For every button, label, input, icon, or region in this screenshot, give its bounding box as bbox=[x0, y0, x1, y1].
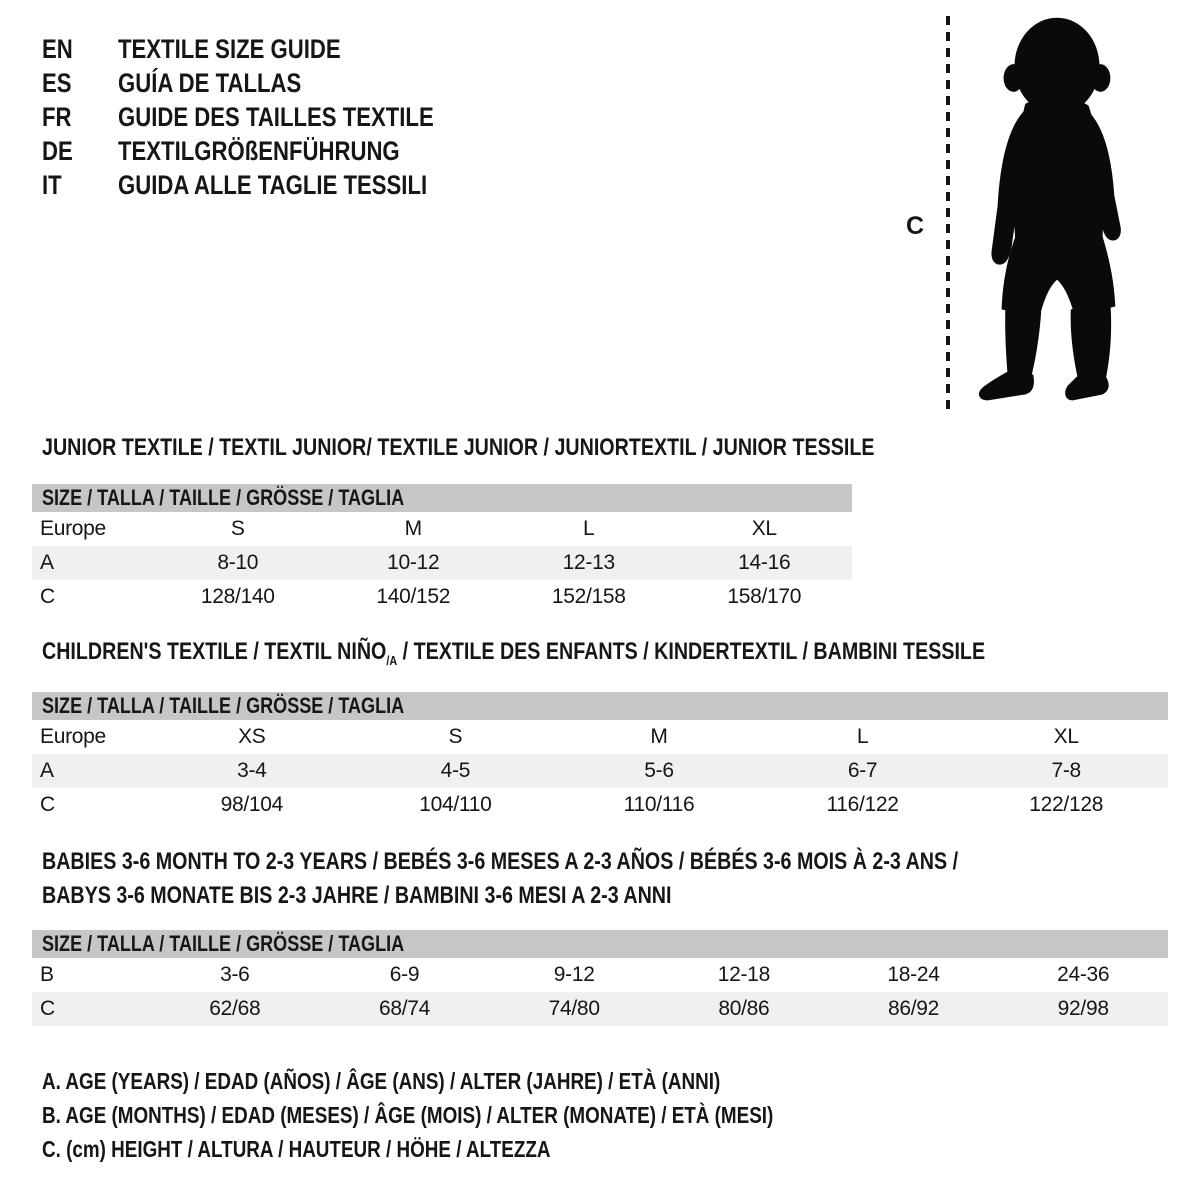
height-measure-label: C bbox=[906, 212, 925, 240]
guide-title-fr: GUIDE DES TAILLES TEXTILE bbox=[118, 101, 434, 132]
size-value: 5-6 bbox=[644, 759, 674, 782]
size-value: 6-7 bbox=[847, 759, 878, 782]
table-row bbox=[32, 546, 852, 580]
language-row-it bbox=[42, 168, 503, 202]
size-value: S bbox=[448, 725, 463, 748]
language-code: FR bbox=[42, 101, 72, 132]
size-value: 62/68 bbox=[209, 997, 261, 1020]
size-value: 152/158 bbox=[551, 585, 626, 608]
size-header-bar bbox=[32, 484, 852, 512]
size-value: 24-36 bbox=[1057, 963, 1110, 986]
legend-line-b bbox=[42, 1098, 934, 1132]
babies-size-table bbox=[32, 930, 1168, 1026]
row-label: C bbox=[40, 793, 55, 816]
size-value: 12-18 bbox=[717, 963, 770, 986]
size-value: 104/110 bbox=[419, 793, 492, 816]
legend-line-c bbox=[42, 1132, 934, 1166]
size-value: XS bbox=[238, 725, 266, 748]
measurement-legend bbox=[42, 1064, 934, 1166]
row-label: B bbox=[40, 963, 54, 986]
size-value: 122/128 bbox=[1029, 793, 1104, 816]
row-label: Europe bbox=[40, 725, 106, 748]
language-code: IT bbox=[42, 169, 62, 200]
size-value: 3-4 bbox=[237, 759, 267, 782]
legend-text: B. AGE (MONTHS) / EDAD (MESES) / ÂGE (MOIS) / ALTER (MONATE) / ETÀ (MESI) bbox=[42, 1102, 774, 1128]
size-value: L bbox=[583, 517, 595, 540]
legend-text: C. (cm) HEIGHT / ALTURA / HAUTEUR / HÖHE / ALTEZZA bbox=[42, 1136, 551, 1162]
size-value: S bbox=[230, 517, 245, 540]
junior-table-body bbox=[32, 512, 852, 614]
heading-suffix: / TEXTILE DES ENFANTS / KINDERTEXTIL / BAMBINI TESSILE bbox=[397, 638, 986, 665]
size-value: 74/80 bbox=[548, 997, 600, 1020]
language-row-fr bbox=[42, 100, 503, 134]
table-row bbox=[32, 580, 852, 614]
row-label: C bbox=[40, 585, 55, 608]
size-value: 128/140 bbox=[200, 585, 275, 608]
size-header-bar bbox=[32, 692, 1168, 720]
language-code: DE bbox=[42, 135, 73, 166]
size-value: L bbox=[856, 725, 869, 748]
height-measure-line bbox=[946, 16, 950, 416]
guide-title-es: GUÍA DE TALLAS bbox=[118, 67, 302, 98]
section-heading-children bbox=[42, 638, 1192, 668]
size-value: 116/122 bbox=[826, 793, 899, 816]
section-heading-babies-line2 bbox=[42, 882, 810, 910]
size-value: M bbox=[650, 725, 668, 748]
size-value: 10-12 bbox=[387, 551, 440, 574]
language-row-en bbox=[42, 32, 503, 66]
row-label: C bbox=[40, 997, 55, 1020]
size-value: M bbox=[404, 517, 422, 540]
size-value: 14-16 bbox=[738, 551, 791, 574]
size-value: 68/74 bbox=[378, 997, 431, 1020]
size-value: 110/116 bbox=[623, 793, 695, 816]
language-row-de bbox=[42, 134, 503, 168]
table-row bbox=[32, 788, 1168, 822]
table-row bbox=[32, 720, 1168, 754]
size-value: 3-6 bbox=[220, 963, 250, 986]
size-value: 6-9 bbox=[389, 963, 420, 986]
children-table-body bbox=[32, 720, 1168, 822]
size-value: 98/104 bbox=[220, 793, 284, 816]
size-value: 9-12 bbox=[553, 963, 595, 986]
size-value: 92/98 bbox=[1057, 997, 1109, 1020]
legend-line-a bbox=[42, 1064, 934, 1098]
row-label: A bbox=[40, 551, 54, 574]
language-row-es bbox=[42, 66, 503, 100]
guide-title-it: GUIDA ALLE TAGLIE TESSILI bbox=[118, 169, 428, 200]
size-value: 8-10 bbox=[217, 551, 259, 574]
size-header-text: SIZE / TALLA / TAILLE / GRÖSSE / TAGLIA bbox=[42, 485, 405, 510]
size-value: 12-13 bbox=[562, 551, 615, 574]
size-value: 80/86 bbox=[718, 997, 770, 1020]
size-value: 158/170 bbox=[727, 585, 802, 608]
language-code: EN bbox=[42, 33, 73, 64]
section-heading-text bbox=[42, 638, 985, 668]
size-header-text: SIZE / TALLA / TAILLE / GRÖSSE / TAGLIA bbox=[42, 931, 405, 956]
language-title-list bbox=[42, 32, 503, 202]
size-value: 86/92 bbox=[887, 997, 940, 1020]
section-heading-text: BABYS 3-6 MONATE BIS 2-3 JAHRE / BAMBINI 3-6 MESI A 2-3 ANNI bbox=[42, 882, 672, 909]
section-heading-junior bbox=[42, 434, 1057, 462]
table-row bbox=[32, 992, 1168, 1026]
size-value: XL bbox=[1053, 725, 1079, 748]
baby-silhouette-icon bbox=[966, 12, 1144, 414]
section-heading-text: JUNIOR TEXTILE / TEXTIL JUNIOR/ TEXTILE JUNIOR / JUNIORTEXTIL / JUNIOR TESSILE bbox=[42, 434, 875, 461]
legend-text: A. AGE (YEARS) / EDAD (AÑOS) / ÂGE (ANS) / ALTER (JAHRE) / ETÀ (ANNI) bbox=[42, 1068, 721, 1094]
junior-size-table bbox=[32, 484, 852, 614]
section-heading-text: BABIES 3-6 MONTH TO 2-3 YEARS / BEBÉS 3-6 MESES A 2-3 AÑOS / BÉBÉS 3-6 MOIS À 2-3 ANS / bbox=[42, 848, 959, 875]
size-value: 18-24 bbox=[887, 963, 940, 986]
guide-title-de: TEXTILGRÖßENFÜHRUNG bbox=[118, 135, 400, 166]
size-value: 140/152 bbox=[376, 585, 451, 608]
row-label: A bbox=[40, 759, 54, 782]
babies-table-body bbox=[32, 958, 1168, 1026]
size-header-text: SIZE / TALLA / TAILLE / GRÖSSE / TAGLIA bbox=[42, 693, 405, 718]
heading-subscript: /A bbox=[386, 652, 398, 668]
size-header-bar bbox=[32, 930, 1168, 958]
section-heading-babies-line1 bbox=[42, 848, 1159, 876]
language-code: ES bbox=[42, 67, 72, 98]
row-label: Europe bbox=[40, 517, 106, 540]
size-value: XL bbox=[751, 517, 777, 540]
size-value: 4-5 bbox=[440, 759, 471, 782]
size-value: 7-8 bbox=[1051, 759, 1081, 782]
guide-title-en: TEXTILE SIZE GUIDE bbox=[118, 33, 341, 64]
table-row bbox=[32, 958, 1168, 992]
children-size-table bbox=[32, 692, 1168, 822]
heading-prefix: CHILDREN'S TEXTILE / TEXTIL NIÑO bbox=[42, 638, 387, 665]
table-row bbox=[32, 754, 1168, 788]
table-row bbox=[32, 512, 852, 546]
